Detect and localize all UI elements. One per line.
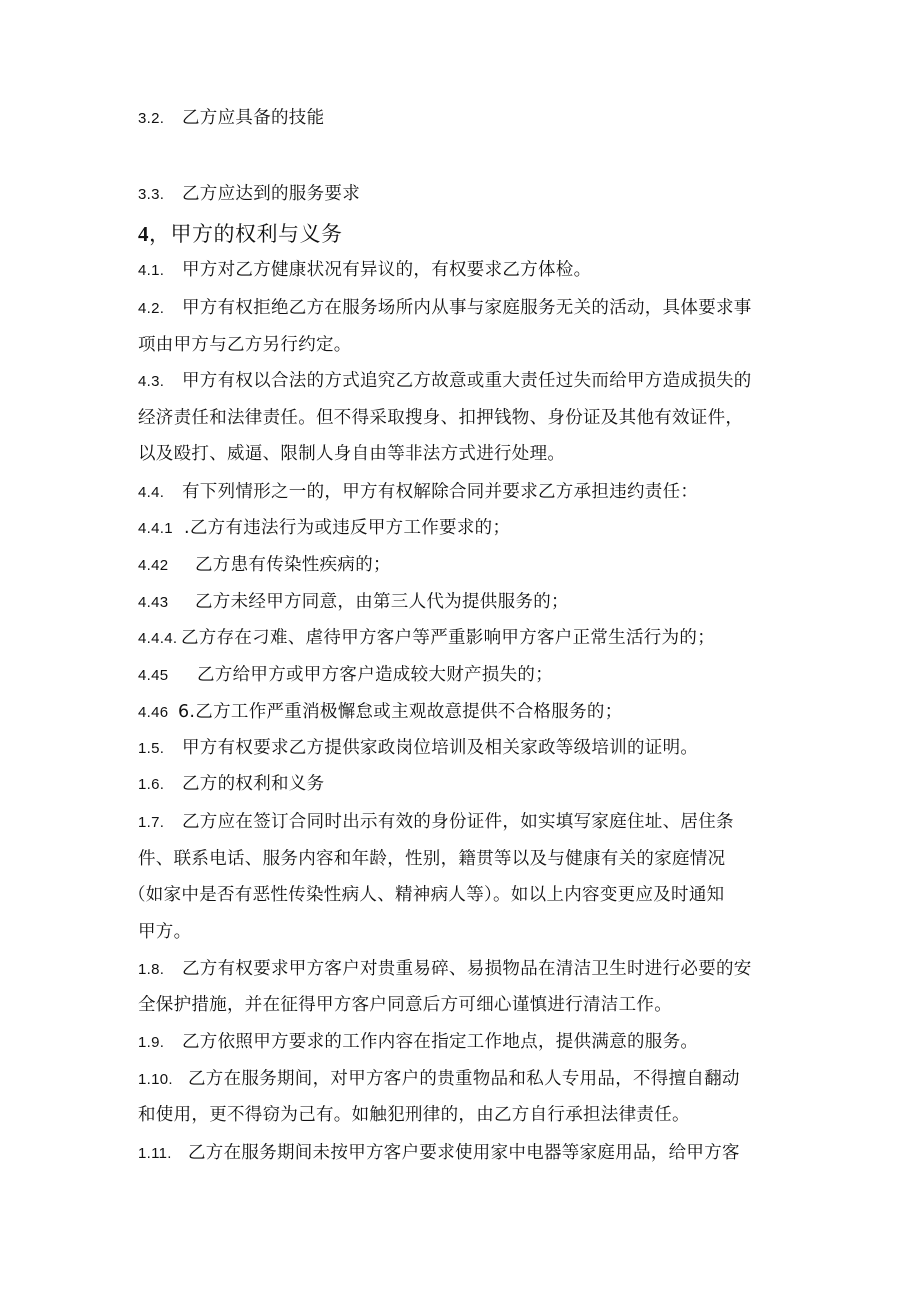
clause-4-1: [138, 258, 591, 283]
clause-1-6: [138, 772, 324, 797]
clause-number: 4.46: [138, 704, 169, 721]
clause-text: 甲方对乙方健康状况有异议的，有权要求乙方体检。: [182, 260, 592, 280]
section-title: ，甲方的权利与义务: [149, 222, 343, 246]
clause-number: 4.4.4.: [138, 630, 178, 647]
clause-number: 4.42: [138, 557, 169, 574]
clause-number: 1.11.: [138, 1145, 172, 1162]
clause-text: 乙方未经甲方同意，由第三人代为提供服务的；: [195, 592, 569, 612]
clause-number: 1.7.: [138, 814, 165, 831]
clause-1-7-continuation: 甲方。: [138, 922, 192, 942]
clause-text: 有下列情形之一的，甲方有权解除合同并要求乙方承担违约责任：: [182, 482, 699, 502]
clause-4-3: [138, 369, 752, 394]
clause-3-3: [138, 182, 360, 207]
clause-1-8: [138, 957, 752, 982]
clause-text: 甲方有权拒绝乙方在服务场所内从事与家庭服务无关的活动，具体要求事: [182, 298, 752, 318]
clause-number: 1.5.: [138, 740, 165, 757]
clause-text: 乙方患有传染性疾病的；: [195, 555, 391, 575]
clause-number: 4.1.: [138, 262, 165, 279]
clause-4-4: [138, 480, 698, 505]
clause-1-5: [138, 736, 698, 761]
clause-number: 3.3.: [138, 186, 165, 203]
clause-number: 1.6.: [138, 776, 165, 793]
clause-4-3-continuation: 经济责任和法律责任。但不得采取搜身、扣押钱物、身份证及其他有效证件，: [138, 408, 744, 428]
clause-text: 乙方存在刁难、虐待甲方客户等严重影响甲方客户正常生活行为的；: [181, 628, 715, 648]
clause-4-4-6: [138, 700, 623, 725]
clause-4-2-continuation: 项由甲方与乙方另行约定。: [138, 335, 352, 355]
clause-1-10: [138, 1067, 740, 1092]
clause-number: 4.2.: [138, 300, 165, 317]
clause-text: 乙方给甲方或甲方客户造成较大财产损失的；: [197, 665, 553, 685]
clause-text: 甲方有权以合法的方式追究乙方故意或重大责任过失而给甲方造成损失的: [182, 371, 752, 391]
clause-text: 乙方应在签订合同时出示有效的身份证件，如实填写家庭住址、居住条: [182, 812, 734, 832]
section-number: 4: [138, 222, 149, 246]
clause-1-10-continuation: 和使用，更不得窃为己有。如触犯刑律的，由乙方自行承担法律责任。: [138, 1105, 690, 1125]
clause-1-7-continuation: （如家中是否有恶性传染性病人、精神病人等）。如以上内容变更应及时通知: [128, 885, 725, 905]
clause-4-4-1: [138, 516, 510, 541]
clause-text: 乙方在服务期间未按甲方客户要求使用家中电器等家庭用品，给甲方客: [188, 1143, 740, 1163]
section-heading-4: [138, 220, 343, 248]
clause-number: 1.8.: [138, 961, 165, 978]
clause-1-9: [138, 1030, 698, 1055]
clause-number: 4.3.: [138, 373, 165, 390]
clause-text: 6.乙方工作严重消极懈怠或主观故意提供不合格服务的；: [178, 702, 623, 722]
clause-text: 乙方有权要求甲方客户对贵重易碎、易损物品在清洁卫生时进行必要的安: [182, 959, 752, 979]
clause-4-4-3: [138, 590, 569, 615]
clause-4-4-4: [138, 626, 715, 651]
clause-1-11: [138, 1141, 740, 1166]
clause-number: 1.9.: [138, 1034, 165, 1051]
clause-number: 4.4.1: [138, 520, 173, 537]
clause-text: 乙方应达到的服务要求: [182, 184, 360, 204]
clause-text: 甲方有权要求乙方提供家政岗位培训及相关家政等级培训的证明。: [182, 738, 699, 758]
clause-1-7-continuation: 件、联系电话、服务内容和年龄，性别，籍贯等以及与健康有关的家庭情况: [138, 849, 726, 869]
clause-3-2: [138, 106, 324, 131]
clause-text: 乙方依照甲方要求的工作内容在指定工作地点，提供满意的服务。: [182, 1032, 699, 1052]
clause-number: 3.2.: [138, 110, 165, 127]
clause-number: 4.43: [138, 594, 169, 611]
clause-text: 乙方的权利和义务: [182, 774, 325, 794]
clause-text: .乙方有违法行为或违反甲方工作要求的；: [184, 518, 511, 538]
clause-text: 乙方应具备的技能: [182, 108, 325, 128]
clause-number: 4.4.: [138, 484, 165, 501]
clause-4-4-2: [138, 553, 391, 578]
clause-number: 4.45: [138, 667, 169, 684]
clause-4-4-5: [138, 663, 553, 688]
clause-4-2: [138, 296, 752, 321]
clause-1-8-continuation: 全保护措施，并在征得甲方客户同意后方可细心谨慎进行清洁工作。: [138, 995, 672, 1015]
clause-text: 乙方在服务期间，对甲方客户的贵重物品和私人专用品，不得擅自翻动: [188, 1069, 740, 1089]
clause-4-3-continuation: 以及殴打、威逼、限制人身自由等非法方式进行处理。: [138, 444, 566, 464]
clause-1-7: [138, 810, 734, 835]
clause-number: 1.10.: [138, 1071, 173, 1088]
